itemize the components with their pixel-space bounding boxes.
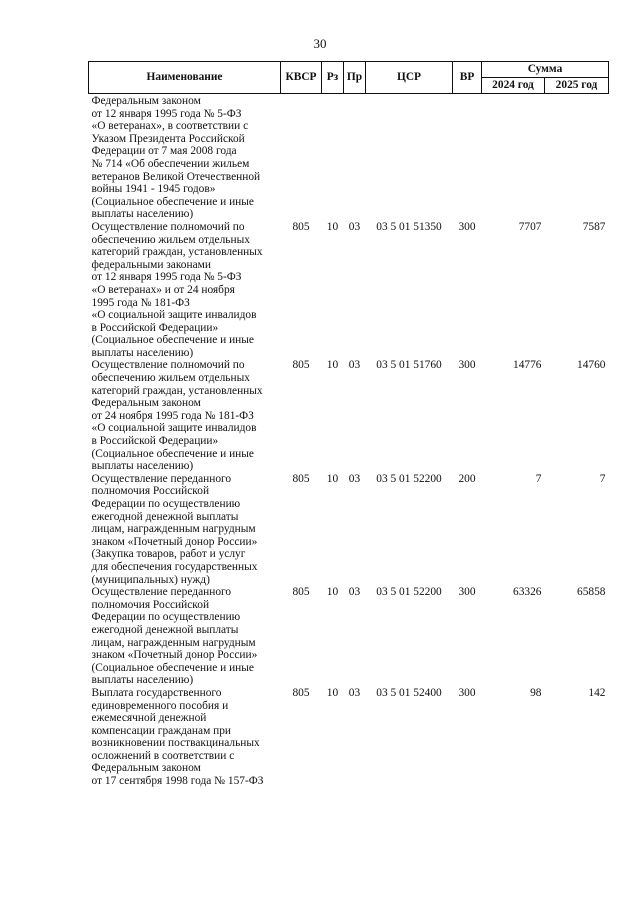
cell-rz: 10	[326, 220, 339, 233]
table-row	[89, 359, 609, 472]
cell-pr: 03	[348, 686, 361, 699]
cell-vr: 300	[458, 359, 476, 372]
table-row	[89, 94, 609, 221]
cell-vr: 200	[458, 472, 476, 485]
header-rz: Рз	[322, 62, 344, 94]
cell-sum-2024: 14776	[513, 359, 542, 372]
cell-rz	[322, 94, 344, 221]
header-name: Наименование	[89, 62, 281, 94]
cell-vr	[453, 94, 482, 221]
cell-name: Осуществление переданного полномочия Российской Федерации по осуществлению ежегодной денежной выплаты лицам, награжденным нагрудным знаком «Почетный донор России» (Закупка товаров, работ и услуг для обеспечения государственных (муниципальных) нужд)	[91, 472, 258, 586]
cell-csr: 03 5 01 52400	[376, 686, 442, 699]
cell-sum-2024: 98	[530, 686, 542, 699]
cell-name: Осуществление переданного полномочия Российской Федерации по осуществлению ежегодной денежной выплаты лицам, награжденным нагрудным знаком «Почетный донор России» (Социальное обеспечение и иные выплаты населению)	[91, 586, 258, 687]
table-row	[89, 221, 609, 360]
cell-sum-2025: 65858	[577, 586, 606, 599]
cell-rz: 10	[326, 586, 339, 599]
header-2024: 2024 год	[482, 78, 545, 94]
cell-vr: 300	[458, 220, 476, 233]
cell-vr: 300	[458, 586, 476, 599]
cell-rz: 10	[326, 472, 339, 485]
cell-sum-2024: 7	[535, 472, 542, 485]
cell-rz: 10	[326, 359, 339, 372]
cell-kvsr: 805	[292, 586, 310, 599]
cell-name: Федеральным законом от 12 января 1995 года № 5-ФЗ «О ветеранах», в соответствии с Указом Президента Российской Федерации от 7 мая 2008 года № 714 «Об обеспечении жильем ветеранов Великой Отечественной войны 1941 - 1945 годов» (Социальное обеспечение и иные выплаты населению)	[91, 95, 261, 221]
cell-csr: 03 5 01 51760	[376, 359, 442, 372]
header-sum: Сумма	[482, 62, 609, 78]
cell-kvsr: 805	[292, 472, 310, 485]
table-body	[89, 94, 609, 788]
cell-sum-2025	[545, 94, 609, 221]
cell-kvsr: 805	[292, 359, 310, 372]
cell-pr: 03	[348, 220, 361, 233]
table-row	[89, 687, 609, 788]
cell-rz: 10	[326, 686, 339, 699]
header-2025: 2025 год	[545, 78, 609, 94]
cell-csr: 03 5 01 51350	[376, 220, 442, 233]
cell-sum-2024: 63326	[513, 586, 542, 599]
cell-kvsr: 805	[292, 686, 310, 699]
header-vr: ВР	[453, 62, 482, 94]
table-row	[89, 586, 609, 687]
cell-csr: 03 5 01 52200	[376, 586, 442, 599]
cell-kvsr	[281, 94, 322, 221]
cell-pr: 03	[348, 586, 361, 599]
cell-name: Осуществление полномочий по обеспечению жильем отдельных категорий граждан, установленных Федеральным законом от 24 ноября 1995 года № 181-ФЗ «О социальной защите инвалидов в Российской Федерации» (Социальное обеспечение и иные выплаты населению)	[91, 359, 263, 473]
page-number: 30	[313, 36, 327, 51]
cell-csr	[366, 94, 453, 221]
header-csr: ЦСР	[366, 62, 453, 94]
cell-sum-2024	[482, 94, 545, 221]
cell-name: Выплата государственного единовременного пособия и ежемесячной денежной компенсации гражданам при возникновении поствакцинальных осложнений в соответствии с Федеральным законом от 17 сентября 1998 года № 157-ФЗ	[91, 686, 264, 788]
cell-kvsr: 805	[292, 220, 310, 233]
cell-name: Осуществление полномочий по обеспечению жильем отдельных категорий граждан, установленных федеральными законами от 12 января 1995 года № 5-ФЗ «О ветеранах» и от 24 ноября 1995 года № 181-ФЗ «О социальной защите инвалидов в Российской Федерации» (Социальное обеспечение и иные выплаты населению)	[91, 220, 263, 359]
cell-sum-2025: 7	[599, 472, 606, 485]
cell-vr: 300	[458, 686, 476, 699]
cell-pr: 03	[348, 472, 361, 485]
cell-sum-2025: 142	[588, 686, 606, 699]
header-kvsr: КВСР	[281, 62, 322, 94]
cell-sum-2025: 14760	[577, 359, 606, 372]
cell-pr: 03	[348, 359, 361, 372]
cell-sum-2025: 7587	[582, 220, 606, 233]
header-pr: Пр	[344, 62, 366, 94]
table-row	[89, 473, 609, 586]
cell-csr: 03 5 01 52200	[376, 472, 442, 485]
budget-table	[88, 61, 609, 788]
cell-pr	[344, 94, 366, 221]
table-header	[89, 62, 609, 94]
cell-sum-2024: 7707	[518, 220, 542, 233]
